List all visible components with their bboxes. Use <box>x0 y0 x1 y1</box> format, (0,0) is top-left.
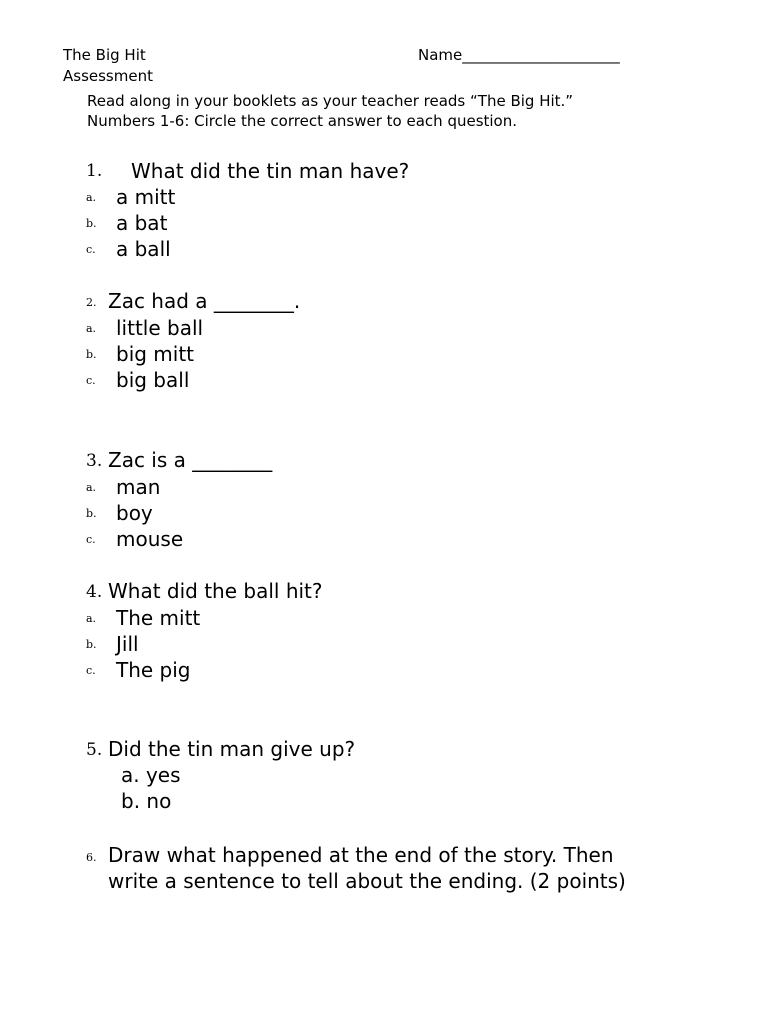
question-2-option-b[interactable]: big mitt <box>116 342 195 366</box>
question-4-option-c[interactable]: The pig <box>116 658 191 682</box>
question-5-option-a[interactable]: a. yes <box>121 763 181 787</box>
question-3-option-b[interactable]: boy <box>116 501 153 525</box>
instructions-line-1: Read along in your booklets as your teacher reads “The Big Hit.” <box>87 92 574 110</box>
question-4-option-a[interactable]: The mitt <box>116 606 201 630</box>
question-1-option-c[interactable]: a ball <box>116 237 171 261</box>
worksheet-title: The Big Hit <box>63 46 146 64</box>
question-1-option-a[interactable]: a mitt <box>116 185 176 209</box>
question-3-option-c[interactable]: mouse <box>116 527 184 551</box>
question-5-text: Did the tin man give up? <box>108 737 356 761</box>
question-2-option-a[interactable]: little ball <box>116 316 204 340</box>
question-4-option-b[interactable]: Jill <box>116 632 139 656</box>
question-4-number: 4. <box>86 582 103 602</box>
question-5-option-b[interactable]: b. no <box>121 789 172 813</box>
question-1-option-c-letter: c. <box>86 243 96 256</box>
question-4-option-b-letter: b. <box>86 638 97 651</box>
instructions-line-2: Numbers 1-6: Circle the correct answer to each question. <box>87 112 518 130</box>
question-1-option-b[interactable]: a bat <box>116 211 168 235</box>
question-1-text: What did the tin man have? <box>131 159 410 183</box>
question-3-option-c-letter: c. <box>86 533 96 546</box>
question-1-number: 1. <box>86 161 103 181</box>
question-2-text: Zac had a ________. <box>108 289 301 313</box>
question-2-number: 2. <box>86 296 97 309</box>
question-2-option-c-letter: c. <box>86 374 96 387</box>
question-3-option-b-letter: b. <box>86 507 97 520</box>
question-3-number: 3. <box>86 451 103 471</box>
question-6-text-line-2: write a sentence to tell about the ending. (2 points) <box>108 869 626 893</box>
name-field-label: Name_____________________ <box>418 46 620 64</box>
question-3-text: Zac is a ________ <box>108 448 273 472</box>
question-2-option-a-letter: a. <box>86 322 97 335</box>
question-6-number: 6. <box>86 851 97 864</box>
question-1-option-b-letter: b. <box>86 217 97 230</box>
question-6-text-line-1: Draw what happened at the end of the story. Then <box>108 843 614 867</box>
question-5-number: 5. <box>86 740 103 760</box>
question-4-option-c-letter: c. <box>86 664 96 677</box>
question-4-option-a-letter: a. <box>86 612 97 625</box>
worksheet-subtitle: Assessment <box>63 67 153 85</box>
question-1-option-a-letter: a. <box>86 191 97 204</box>
question-2-option-b-letter: b. <box>86 348 97 361</box>
question-4-text: What did the ball hit? <box>108 579 323 603</box>
question-2-option-c[interactable]: big ball <box>116 368 190 392</box>
question-3-option-a[interactable]: man <box>116 475 161 499</box>
question-3-option-a-letter: a. <box>86 481 97 494</box>
